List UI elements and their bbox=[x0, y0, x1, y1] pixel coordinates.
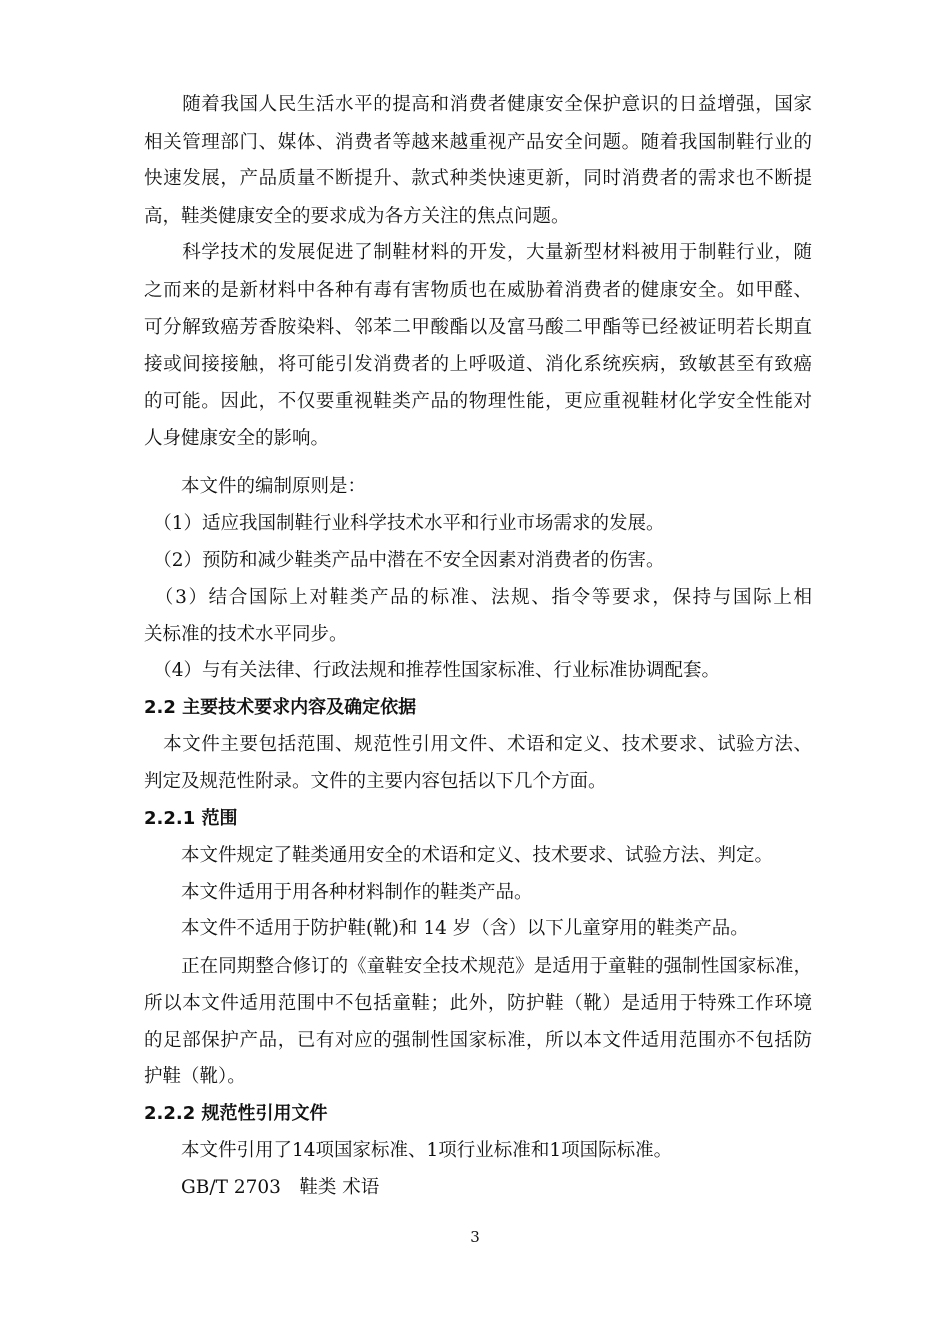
paragraph-line: 之而来的是新材料中各种有毒有害物质也在威胁着消费者的健康安全。如甲醛、 bbox=[144, 280, 812, 301]
paragraph-line: 人身健康安全的影响。 bbox=[144, 428, 330, 449]
reference-item: GB/T 2703 鞋类 术语 bbox=[144, 1177, 380, 1198]
principle-item: （1）适应我国制鞋行业科学技术水平和行业市场需求的发展。 bbox=[144, 513, 665, 534]
principle-item: （2）预防和减少鞋类产品中潜在不安全因素对消费者的伤害。 bbox=[144, 550, 665, 571]
paragraph-line: 的可能。因此，不仅要重视鞋类产品的物理性能，更应重视鞋材化学安全性能对 bbox=[144, 391, 812, 412]
paragraph-line: 科学技术的发展促进了制鞋材料的开发，大量新型材料被用于制鞋行业，随 bbox=[144, 242, 812, 263]
paragraph-line: 本文件的编制原则是： bbox=[144, 476, 367, 497]
paragraph-line: 本文件适用于用各种材料制作的鞋类产品。 bbox=[144, 882, 533, 903]
paragraph-line: 本文件规定了鞋类通用安全的术语和定义、技术要求、试验方法、判定。 bbox=[144, 845, 774, 866]
paragraph-line: 相关管理部门、媒体、消费者等越来越重视产品安全问题。随着我国制鞋行业的 bbox=[144, 132, 812, 153]
paragraph-line: 本文件引用了14项国家标准、1项行业标准和1项国际标准。 bbox=[144, 1140, 673, 1161]
paragraph-line: 高，鞋类健康安全的要求成为各方关注的焦点问题。 bbox=[144, 206, 570, 227]
section-heading-2-2: 2.2 主要技术要求内容及确定依据 bbox=[144, 697, 417, 718]
paragraph-line: 判定及规范性附录。文件的主要内容包括以下几个方面。 bbox=[144, 771, 607, 792]
principle-item: 关标准的技术水平同步。 bbox=[144, 624, 348, 645]
paragraph-line: 可分解致癌芳香胺染料、邻苯二甲酸酯以及富马酸二甲酯等已经被证明若长期直 bbox=[144, 317, 812, 338]
page-number: 3 bbox=[470, 1228, 480, 1246]
paragraph-line: 所以本文件适用范围中不包括童鞋；此外，防护鞋（靴）是适用于特殊工作环境 bbox=[144, 993, 812, 1014]
paragraph-line: 正在同期整合修订的《童鞋安全技术规范》是适用于童鞋的强制性国家标准， bbox=[144, 956, 812, 977]
paragraph-line: 随着我国人民生活水平的提高和消费者健康安全保护意识的日益增强，国家 bbox=[144, 94, 812, 115]
paragraph-line: 接或间接接触，将可能引发消费者的上呼吸道、消化系统疾病，致敏甚至有致癌 bbox=[144, 354, 812, 375]
paragraph-line: 快速发展，产品质量不断提升、款式种类快速更新，同时消费者的需求也不断提 bbox=[144, 168, 812, 189]
paragraph-line: 护鞋（靴）。 bbox=[144, 1066, 246, 1087]
principle-item: （4）与有关法律、行政法规和推荐性国家标准、行业标准协调配套。 bbox=[144, 660, 721, 681]
paragraph-line: 的足部保护产品，已有对应的强制性国家标准，所以本文件适用范围亦不包括防 bbox=[144, 1030, 812, 1051]
principle-item: （3）结合国际上对鞋类产品的标准、法规、指令等要求，保持与国际上相 bbox=[144, 587, 812, 608]
section-heading-2-2-1: 2.2.1 范围 bbox=[144, 808, 238, 829]
paragraph-line: 本文件主要包括范围、规范性引用文件、术语和定义、技术要求、试验方法、 bbox=[144, 734, 812, 755]
section-heading-2-2-2: 2.2.2 规范性引用文件 bbox=[144, 1103, 328, 1124]
paragraph-line: 本文件不适用于防护鞋(靴)和 14 岁（含）以下儿童穿用的鞋类产品。 bbox=[144, 918, 749, 939]
